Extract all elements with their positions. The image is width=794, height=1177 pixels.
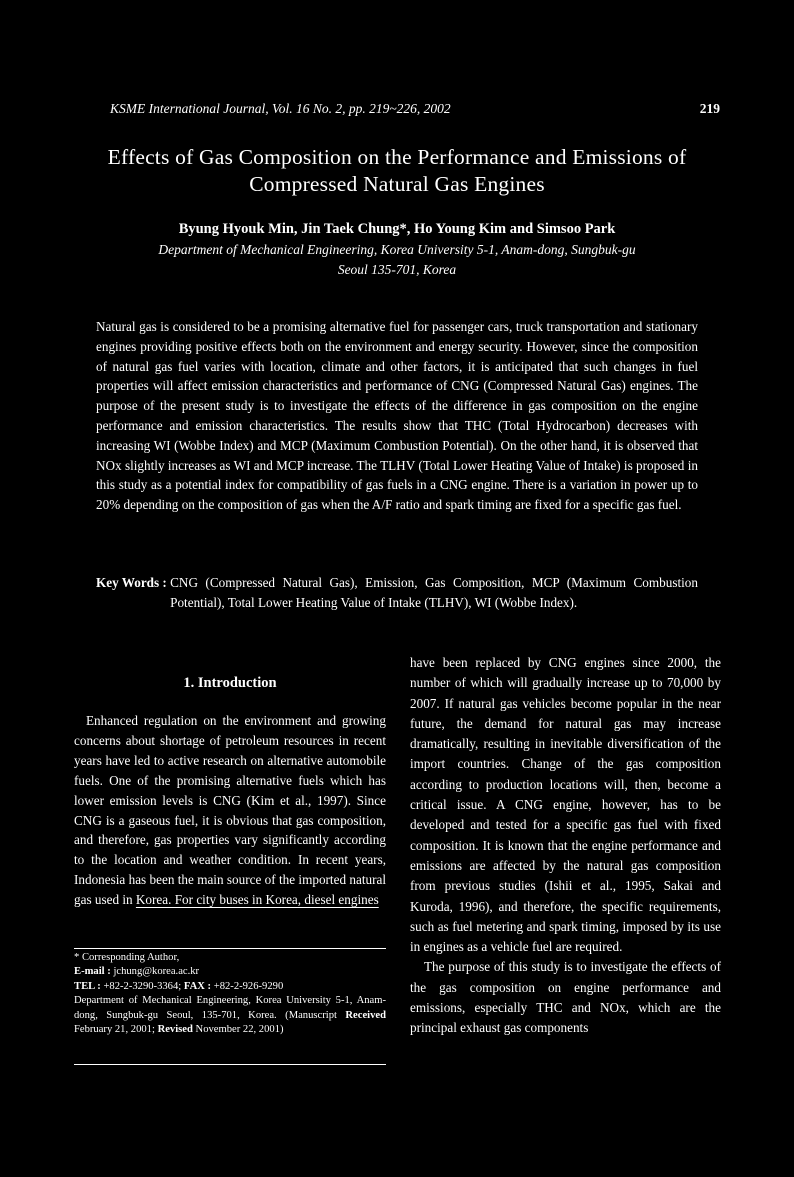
affiliation bbox=[40, 240, 754, 279]
intro-paragraph bbox=[74, 711, 386, 910]
affiliation-line-1: Department of Mechanical Engineering, Korea University 5-1, Anam-dong, Sungbuk-gu bbox=[158, 242, 636, 257]
paper-title bbox=[40, 144, 754, 198]
keywords-text: CNG (Compressed Natural Gas), Emission, Gas Composition, MCP (Maximum Combustion Potential), Total Lower Heating Value of Intake (TLHV), WI (Wobbe Index). bbox=[170, 575, 698, 610]
revised-label: Revised bbox=[157, 1024, 193, 1036]
email-value: jchung@korea.ac.kr bbox=[113, 966, 200, 978]
title-line-1: Effects of Gas Composition on the Performance and Emissions of bbox=[107, 145, 687, 169]
footnote bbox=[74, 948, 386, 1037]
journal-citation: KSME International Journal, Vol. 16 No. 2, pp. 219~226, 2002 bbox=[110, 101, 451, 116]
revised-date: November 22, 2001) bbox=[195, 1024, 284, 1036]
fax-value: +82-2-926-9290 bbox=[213, 980, 284, 992]
abstract: Natural gas is considered to be a promising alternative fuel for passenger cars, truck transportation and stationary engines providing positive effects both on the environment and energy security. However, since the composition of natural gas fuel varies with location, climate and other factors, it is anticipated that such changes in fuel properties will affect emission characteristics and performance of CNG (Compressed Natural Gas) engines. The purpose of the present study is to investigate the effects of the difference in gas composition on the engine performance and emission characteristics. The results show that THC (Total Hydrocarbon) decreases with increasing WI (Wobbe Index) and MCP (Maximum Combustion Potential). On the other hand, it is observed that NOx slightly increases as WI and MCP increase. The TLHV (Total Lower Heating Value of Intake) is proposed in this study as a potential index for compatibility of gas fuels in a CNG engine. There is a variation in power up to 20% depending on the composition of gas when the A/F ratio and spark timing are fixed for a specific gas fuel. bbox=[96, 319, 698, 513]
footnote-address bbox=[74, 994, 386, 1037]
tel-value: +82-2-3290-3364; bbox=[103, 980, 182, 992]
footnote-email bbox=[74, 965, 386, 979]
footnote-rule bbox=[74, 1064, 386, 1065]
intro-paragraph-text: Enhanced regulation on the environment and growing concerns about shortage of petroleum resources in recent years have led to active research on alternative automobile fuels. One of the promising alternative fuels which has lower emission levels is CNG (Kim et al., 1997). Since CNG is a gaseous fuel, it is obvious that gas composition, and therefore, gas properties vary significantly according to the location and weather condition. In recent years, Indonesia has been the main source of the imported natural gas used in bbox=[74, 713, 386, 908]
title-line-2: Compressed Natural Gas Engines bbox=[249, 172, 545, 196]
tel-label: TEL : bbox=[74, 980, 101, 992]
intro-paragraph-continued: have been replaced by CNG engines since 2000, the number of which will gradually increase up to 70,000 by 2007. If natural gas vehicles become popular in the near future, the demand for natural gas may increase dramatically, resulting in inevitable diversification of the import countries. Change of the gas composition according to production locations will, then, become a critical issue. A CNG engine, however, has to be developed and tested for a specific gas fuel with fixed composition. It is known that the engine performance and emissions are affected by the natural gas composition from previous studies (Ishii et al., 1995, Sakai and Kuroda, 1996), and therefore, the specific requirements, such as fuel metering and spark timing, imposed by its use in engines as a vehicle fuel are required. bbox=[410, 655, 721, 955]
section-heading-introduction: 1. Introduction bbox=[183, 675, 277, 691]
footnote-phone bbox=[74, 980, 386, 994]
intro-paragraph-last-line: Korea. For city buses in Korea, diesel engines bbox=[135, 892, 379, 908]
purpose-paragraph: The purpose of this study is to investigate the effects of the gas composition on engine performance and emissions, especially THC and NOx, which are the principal exhaust gas components bbox=[410, 959, 721, 1036]
running-header bbox=[110, 101, 720, 121]
keywords-label: Key Words : bbox=[96, 575, 167, 590]
email-label: E-mail : bbox=[74, 966, 111, 978]
received-date: February 21, 2001; bbox=[74, 1024, 155, 1036]
footnote-corresponding: * Corresponding Author, bbox=[74, 952, 180, 963]
fax-label: FAX : bbox=[183, 980, 212, 992]
author-list: Byung Hyouk Min, Jin Taek Chung*, Ho Young Kim and Simsoo Park bbox=[178, 221, 616, 237]
left-column bbox=[74, 670, 386, 910]
affiliation-line-2: Seoul 135-701, Korea bbox=[337, 261, 457, 277]
page-number: 219 bbox=[699, 101, 720, 116]
right-column bbox=[410, 653, 721, 1039]
keywords-block bbox=[96, 573, 698, 613]
received-label: Received bbox=[345, 1009, 386, 1021]
address-text: Department of Mechanical Engineering, Korea University 5-1, Anam-dong, Sungbuk-gu Seoul, 135-701, Korea. (Manuscript bbox=[74, 995, 386, 1021]
